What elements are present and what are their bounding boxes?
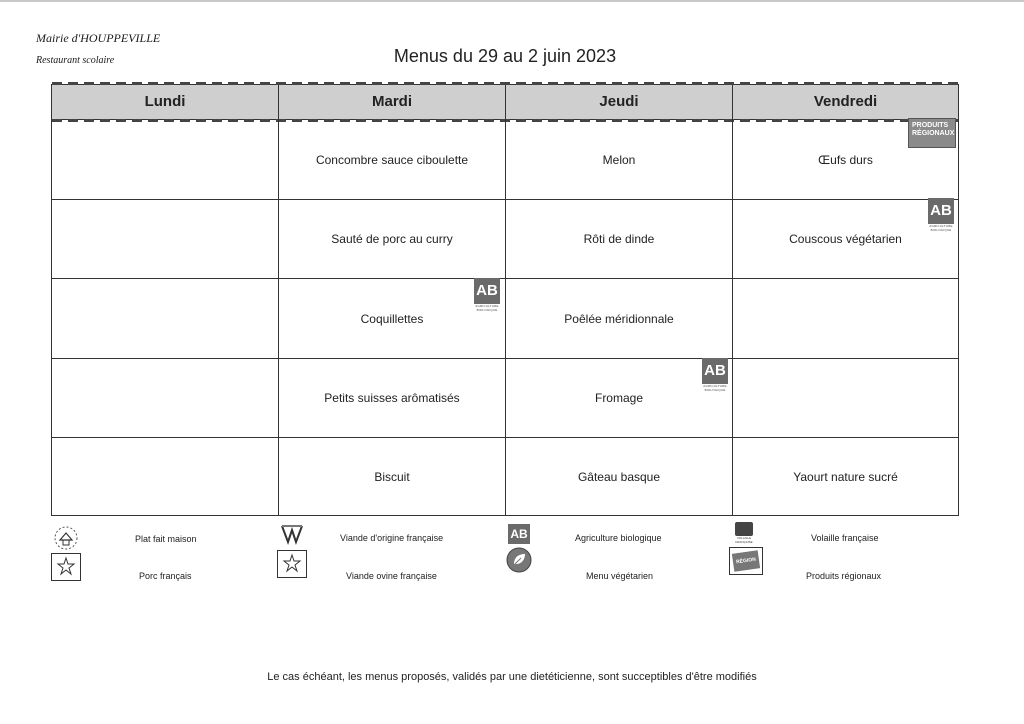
volaille-badge <box>733 522 755 546</box>
viande-ovine-icon <box>277 550 307 578</box>
menu-cell-jeudi: Melon <box>602 152 636 167</box>
ab-mark: AB <box>508 524 530 544</box>
menu-cell-jeudi: Rôti de dinde <box>583 232 655 246</box>
menu-cell-lundi <box>52 200 278 278</box>
menu-cell-vendredi <box>733 279 958 358</box>
day-header-vendredi: Vendredi <box>813 93 878 110</box>
region-badge: RÉGION <box>732 550 760 571</box>
mairie-name: Mairie d'HOUPPEVILLE <box>36 31 161 45</box>
menu-cell-lundi <box>52 120 278 199</box>
legend-label: Menu végétarien <box>586 571 654 581</box>
day-header-mardi: Mardi <box>371 93 412 110</box>
top-rule <box>0 0 1024 2</box>
legend-label: Viande ovine française <box>346 571 437 581</box>
legend-label: Porc français <box>139 571 192 581</box>
legend-label: Agriculture biologique <box>575 533 662 543</box>
legend-label: Volaille française <box>811 533 879 543</box>
porc-francais-icon <box>51 553 81 581</box>
menu-cell-jeudi: Fromage <box>594 391 644 405</box>
viande-francaise-icon <box>276 521 306 549</box>
menu-cell-mardi: Biscuit <box>374 469 410 484</box>
volaille-francaise-icon <box>729 520 759 548</box>
menu-cell-lundi <box>52 438 278 515</box>
produits-regionaux-icon <box>908 118 956 148</box>
day-header-lundi: Lundi <box>144 93 186 110</box>
disclaimer: Le cas échéant, les menus proposés, validés par une dietéticienne, sont succeptibles d'être modifiés <box>267 671 757 683</box>
ab-caption: AGRICULTURE BIOLOGIQUE <box>703 384 727 392</box>
plat-fait-maison-icon <box>51 524 81 552</box>
menu-cell-jeudi: Gâteau basque <box>577 469 661 484</box>
ab-mark: AB <box>928 198 954 224</box>
volaille-caption: VOLAILLE FRANÇAISE <box>735 536 753 544</box>
menu-cell-vendredi: Couscous végétarien <box>789 232 902 246</box>
page-title: Menus du 29 au 2 juin 2023 <box>393 46 617 66</box>
produits-regionaux-icon <box>729 547 763 575</box>
menu-cell-jeudi: Poêlée méridionnale <box>564 311 674 326</box>
menu-cell-mardi: Sauté de porc au curry <box>331 232 453 246</box>
agriculture-bio-icon <box>504 520 534 548</box>
service-name: Restaurant scolaire <box>36 55 115 66</box>
menu-cell-lundi <box>52 279 278 358</box>
menu-table <box>51 84 959 516</box>
menu-cell-mardi: Petits suisses arômatisés <box>324 391 460 405</box>
menu-vegetarien-icon <box>504 546 534 574</box>
menu-cell-vendredi: Yaourt nature sucré <box>793 469 898 484</box>
legend-label: Plat fait maison <box>135 534 197 544</box>
menu-cell-vendredi: Œufs durs <box>818 152 873 167</box>
ab-caption: AGRICULTURE BIOLOGIQUE <box>475 304 499 312</box>
day-header-jeudi: Jeudi <box>599 93 639 110</box>
ab-mark: AB <box>474 278 500 304</box>
legend-label: Produits régionaux <box>806 571 882 581</box>
ab-mark: AB <box>702 358 728 384</box>
agriculture-bio-icon <box>472 278 502 314</box>
agriculture-bio-icon <box>926 198 956 234</box>
agriculture-bio-icon <box>700 358 730 394</box>
menu-cell-mardi: Concombre sauce ciboulette <box>315 152 469 167</box>
menu-cell-vendredi <box>733 359 958 437</box>
badge-text: PRODUITS RÉGIONAUX <box>912 122 955 137</box>
menu-cell-lundi <box>52 359 278 437</box>
ab-caption: AGRICULTURE BIOLOGIQUE <box>929 224 953 232</box>
menu-cell-mardi: Coquillettes <box>360 311 424 326</box>
legend-label: Viande d'origine française <box>340 533 444 543</box>
